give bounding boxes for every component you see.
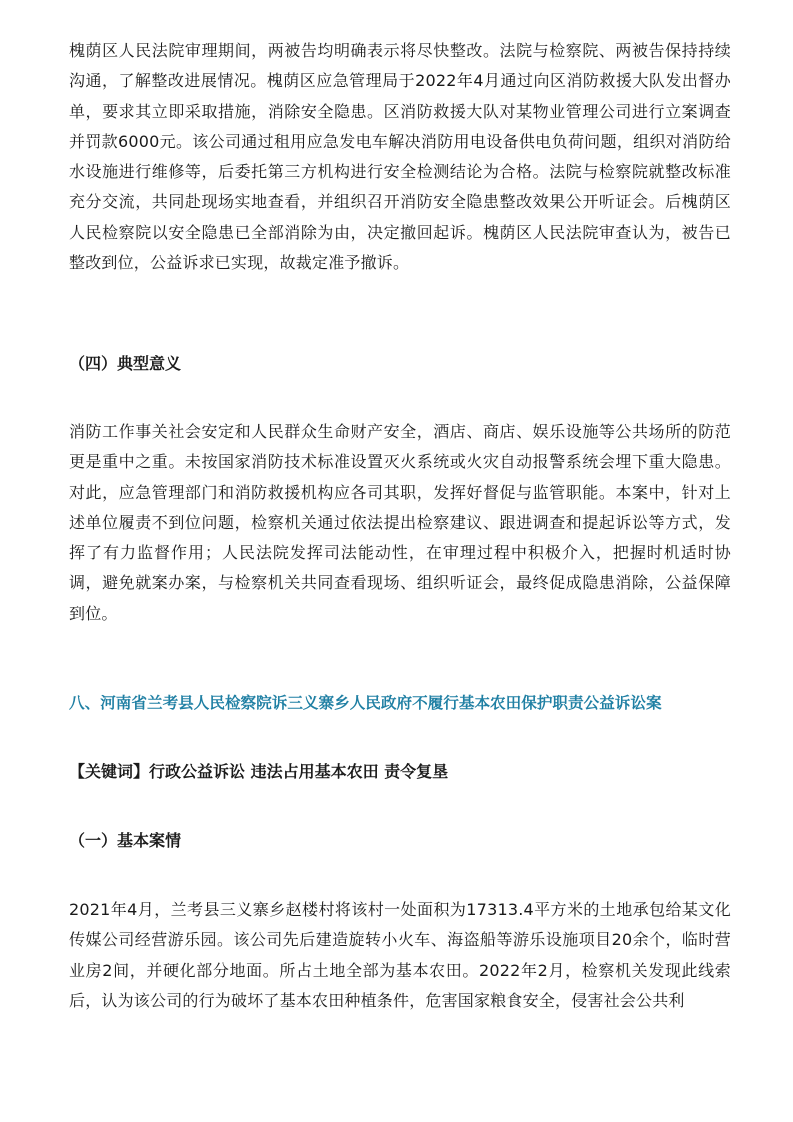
- paragraph-basic-facts: 2021年4月，兰考县三义寨乡赵楼村将该村一处面积为17313.4平方米的土地承包给某文化传媒公司经营游乐园。该公司先后建造旋转小火车、海盗船等游乐设施项目20余个，临时营业房2间，并硬化部分地面。所占土地全部为基本农田。2022年2月，检察机关发现此线索后，认为该公司的行为破坏了基本农田种植条件，危害国家粮食安全，侵害社会公共利: [69, 900, 731, 1010]
- section-heading-significance: （四）典型意义: [69, 354, 182, 373]
- keywords-line: 【关键词】行政公益诉讼 违法占用基本农田 责令复垦: [69, 762, 449, 781]
- case-title-heading: 八、河南省兰考县人民检察院诉三义寨乡人民政府不履行基本农田保护职责公益诉讼案: [69, 694, 662, 712]
- paragraph-rectification-process: 槐荫区人民法院审理期间，两被告均明确表示将尽快整改。法院与检察院、两被告保持持续沟通，了解整改进展情况。槐荫区应急管理局于2022年4月通过向区消防救援大队发出督办单，要求其立即采取措施，消除安全隐患。区消防救援大队对某物业管理公司进行立案调查并罚款6000元。该公司通过租用应急发电车解决消防用电设备供电负荷问题，组织对消防给水设施进行维修等，后委托第三方机构进行安全检测结论为合格。法院与检察院就整改标准充分交流，共同赴现场实地查看，并组织召开消防安全隐患整改效果公开听证会。后槐荫区人民检察院以安全隐患已全部消除为由，决定撤回起诉。槐荫区人民法院审查认为，被告已整改到位，公益诉求已实现，故裁定准予撤诉。: [69, 41, 731, 273]
- section-heading-basic-facts: （一）基本案情: [69, 831, 182, 850]
- paragraph-significance: 消防工作事关社会安定和人民群众生命财产安全，酒店、商店、娱乐设施等公共场所的防范更是重中之重。未按国家消防技术标准设置灭火系统或火灾自动报警系统会埋下重大隐患。对此，应急管理部门和消防救援机构应各司其职，发挥好督促与监管职能。本案中，针对上述单位履责不到位问题，检察机关通过依法提出检察建议、跟进调查和提起诉讼等方式，发挥了有力监督作用；人民法院发挥司法能动性，在审理过程中积极介入，把握时机适时协调，避免就案办案，与检察机关共同查看现场、组织听证会，最终促成隐患消除，公益保障到位。: [69, 422, 731, 623]
